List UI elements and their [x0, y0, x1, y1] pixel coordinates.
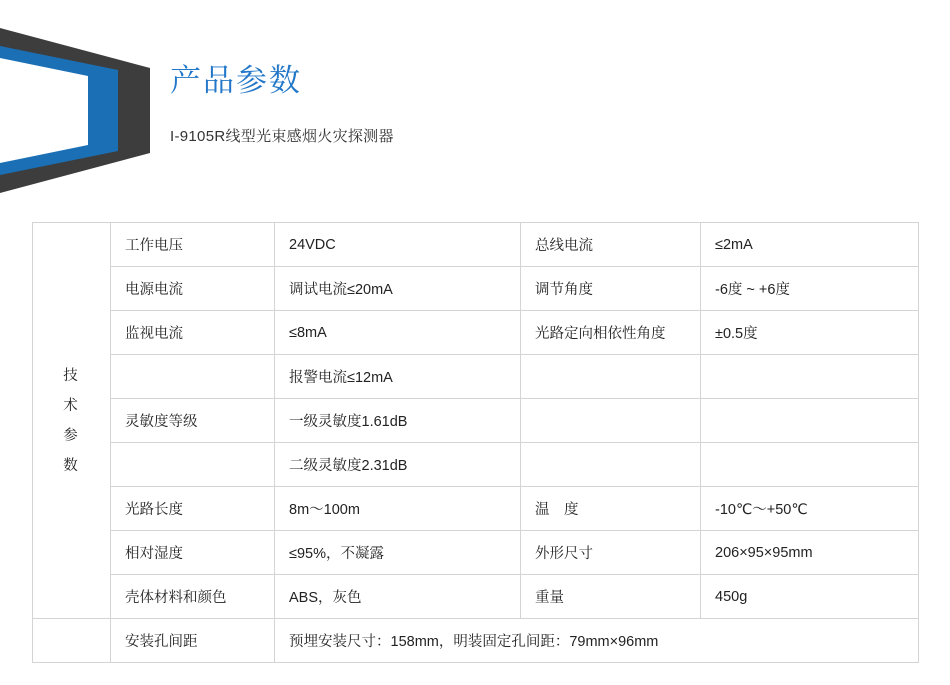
spec-key	[111, 355, 275, 399]
spec-value: 二级灵敏度2.31dB	[275, 443, 521, 487]
spec-value: ≤2mA	[701, 223, 919, 267]
spec-value: 450g	[701, 575, 919, 619]
spec-key: 监视电流	[111, 311, 275, 355]
spec-key: 安装孔间距	[111, 619, 275, 663]
spec-value	[701, 355, 919, 399]
spec-key: 光路定向相依性角度	[521, 311, 701, 355]
side-label-cell	[33, 223, 111, 619]
table-row	[33, 223, 919, 267]
table-row	[33, 355, 919, 399]
page-header	[0, 0, 950, 200]
spec-key: 相对湿度	[111, 531, 275, 575]
side-label-char: 技	[63, 367, 80, 384]
banner-decoration-icon	[0, 28, 150, 193]
table-row	[33, 487, 919, 531]
table-row	[33, 443, 919, 487]
spec-value: ABS，灰色	[275, 575, 521, 619]
spec-key: 外形尺寸	[521, 531, 701, 575]
side-label-char: 数	[63, 457, 80, 474]
spec-value: -10℃～+50℃	[701, 487, 919, 531]
spec-value: 206×95×95mm	[701, 531, 919, 575]
spec-value: 调试电流≤20mA	[275, 267, 521, 311]
spec-key: 重量	[521, 575, 701, 619]
spec-value: ≤95%，不凝露	[275, 531, 521, 575]
spec-key	[521, 399, 701, 443]
spec-key: 光路长度	[111, 487, 275, 531]
spec-value: ±0.5度	[701, 311, 919, 355]
spec-value: -6度 ~ +6度	[701, 267, 919, 311]
spec-value: 8m～100m	[275, 487, 521, 531]
table-row	[33, 575, 919, 619]
spec-value-wide: 预埋安装尺寸：158mm，明装固定孔间距：79mm×96mm	[275, 619, 919, 663]
spec-key	[521, 355, 701, 399]
table-row	[33, 531, 919, 575]
spec-key: 工作电压	[111, 223, 275, 267]
spec-table	[32, 222, 919, 663]
table-row-installation	[33, 619, 919, 663]
spec-value	[701, 443, 919, 487]
empty-cell	[33, 619, 111, 663]
spec-key: 壳体材料和颜色	[111, 575, 275, 619]
spec-value: ≤8mA	[275, 311, 521, 355]
spec-key	[521, 443, 701, 487]
spec-key: 调节角度	[521, 267, 701, 311]
spec-key: 总线电流	[521, 223, 701, 267]
table-row	[33, 267, 919, 311]
spec-key: 电源电流	[111, 267, 275, 311]
spec-value: 报警电流≤12mA	[275, 355, 521, 399]
spec-value: 一级灵敏度1.61dB	[275, 399, 521, 443]
side-label-char: 术	[63, 397, 80, 414]
spec-table-wrapper	[32, 222, 918, 663]
product-model-subtitle: I-9105R线型光束感烟火灾探测器	[170, 128, 394, 146]
spec-value	[701, 399, 919, 443]
header-text-block	[170, 62, 394, 146]
side-label-char: 参	[63, 427, 80, 444]
spec-key	[111, 443, 275, 487]
table-row	[33, 311, 919, 355]
page-title: 产品参数	[170, 63, 302, 98]
table-row	[33, 399, 919, 443]
spec-value: 24VDC	[275, 223, 521, 267]
spec-key: 温 度	[521, 487, 701, 531]
spec-key: 灵敏度等级	[111, 399, 275, 443]
